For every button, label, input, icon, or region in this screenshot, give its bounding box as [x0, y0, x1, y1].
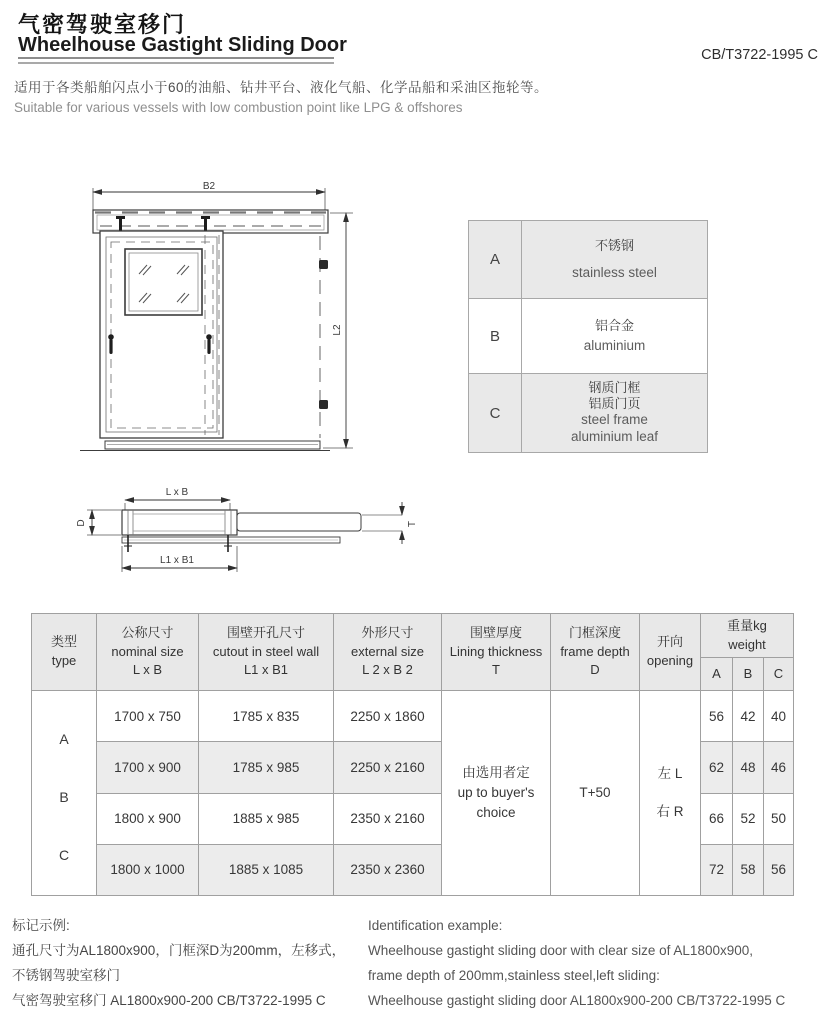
dim-label-t: T [407, 520, 418, 528]
spec-table [31, 613, 794, 896]
material-desc [522, 299, 708, 374]
material-name-en: stainless steel [572, 265, 657, 281]
material-name-cn2: 铝质门页 [588, 396, 641, 412]
header-external-cn: 外形尺寸 [361, 624, 414, 640]
header-weight-cn: 重量kg [727, 617, 767, 633]
spec-cell-external: 2250 x 1860 [334, 691, 442, 742]
header-lining-sub: T [492, 662, 500, 678]
identification-example-chinese [12, 913, 345, 1013]
description-chinese: 适用于各类船舶闪点小于60的油船、钻井平台、液化气船、化学品船和采油区拖轮等。 [14, 80, 549, 95]
spec-cell-weight-a: 62 [701, 742, 733, 793]
description-english: Suitable for various vessels with low combustion point like LPG & offshores [14, 100, 463, 115]
example-line: 不锈钢驾驶室移门 [12, 968, 120, 983]
material-name-en2: aluminium leaf [570, 429, 659, 445]
spec-cell-depth: T+50 [551, 691, 640, 896]
header-cutout-cn: 围壁开孔尺寸 [226, 624, 305, 640]
spec-cell-weight-c: 50 [764, 793, 794, 844]
material-desc [522, 374, 708, 453]
material-name-en: aluminium [583, 337, 646, 353]
spec-cell-cutout: 1885 x 985 [199, 793, 334, 844]
material-row-c [469, 374, 708, 453]
spec-cell-external: 2350 x 2160 [334, 793, 442, 844]
header-nominal-cn: 公称尺寸 [121, 624, 174, 640]
spec-header-lining [442, 614, 551, 691]
title-underline-rule [18, 57, 334, 64]
type-letter-a: A [59, 731, 69, 747]
page-title-english: Wheelhouse Gastight Sliding Door [18, 34, 347, 56]
spec-header-nominal [97, 614, 199, 691]
spec-header-weight [701, 614, 794, 658]
spec-cell-external: 2250 x 2160 [334, 742, 442, 793]
header-nominal-sub: L x B [132, 662, 163, 678]
spec-cell-nominal: 1800 x 900 [97, 793, 199, 844]
spec-cell-opening [640, 691, 701, 896]
header-lining-en: Lining thickness [449, 643, 543, 659]
material-row-a [469, 221, 708, 299]
header-depth-sub: D [590, 662, 600, 678]
header-opening-en: opening [646, 653, 694, 668]
spec-cell-weight-b: 48 [733, 742, 764, 793]
spec-header-type [32, 614, 97, 691]
example-line: 气密驾驶室移门 AL1800x900-200 CB/T3722-1995 C [12, 993, 326, 1008]
header-lining-cn: 围壁厚度 [469, 624, 522, 640]
spec-cell-weight-a: 56 [701, 691, 733, 742]
material-letter: A [469, 221, 522, 299]
spec-cell-nominal: 1700 x 900 [97, 742, 199, 793]
spec-cell-weight-c: 40 [764, 691, 794, 742]
header-type-cn: 类型 [50, 634, 77, 650]
front-view-drawing [80, 180, 370, 470]
example-line: 标记示例: [12, 918, 70, 933]
material-letter: B [469, 299, 522, 374]
header-opening-cn: 开向 [656, 634, 683, 650]
header-nominal-en: nominal size [111, 643, 184, 659]
spec-cell-nominal: 1800 x 1000 [97, 844, 199, 895]
spec-cell-weight-a: 72 [701, 844, 733, 895]
spec-cell-weight-a: 66 [701, 793, 733, 844]
header-weight-en: weight [728, 636, 766, 652]
opening-gap [640, 782, 700, 804]
header-cutout-en: cutout in steel wall [212, 643, 320, 659]
spec-cell-weight-b: 42 [733, 691, 764, 742]
spec-cell-lining [442, 691, 551, 896]
example-line: Wheelhouse gastight sliding door AL1800x900-200 CB/T3722-1995 C [368, 993, 786, 1008]
spec-type-column [32, 691, 97, 896]
header-cutout-sub: L1 x B1 [243, 662, 289, 678]
dim-label-d: D [76, 519, 87, 527]
example-line: frame depth of 200mm,stainless steel,left sliding: [368, 968, 660, 983]
spec-header-weight-c: C [764, 658, 794, 691]
example-line: 通孔尺寸为AL1800x900，门框深D为200mm，左移式， [12, 943, 346, 958]
header-depth-cn: 门框深度 [568, 624, 621, 640]
type-letter-c: C [58, 847, 70, 863]
top-view-drawing [75, 478, 425, 588]
spec-header-opening [640, 614, 701, 691]
spec-cell-nominal: 1700 x 750 [97, 691, 199, 742]
material-row-b [469, 299, 708, 374]
standard-code: CB/T3722-1995 C [701, 47, 818, 63]
spec-cell-cutout: 1785 x 835 [199, 691, 334, 742]
spec-cell-weight-b: 58 [733, 844, 764, 895]
spec-cell-cutout: 1885 x 1085 [199, 844, 334, 895]
dim-label-l2: L2 [332, 324, 343, 336]
material-table [468, 220, 708, 453]
spec-header-weight-b: B [733, 658, 764, 691]
type-letter-b: B [59, 789, 69, 805]
spec-header-cutout [199, 614, 334, 691]
dim-label-l1xb1: L1 x B1 [160, 555, 194, 566]
header-external-sub: L 2 x B 2 [362, 662, 413, 678]
opening-left: 左 L [657, 765, 683, 781]
spec-cell-weight-c: 56 [764, 844, 794, 895]
lining-choice-en: up to buyer's choice [457, 784, 535, 821]
header-external-en: external size [351, 643, 424, 659]
spec-header-weight-a: A [701, 658, 733, 691]
material-name-cn: 钢质门框 [588, 379, 641, 395]
dim-label-b2: B2 [202, 181, 216, 192]
spec-header-depth [551, 614, 640, 691]
identification-example-english [368, 913, 785, 1013]
door-window [125, 249, 202, 315]
spec-cell-weight-c: 46 [764, 742, 794, 793]
spec-cell-external: 2350 x 2360 [334, 844, 442, 895]
header-type-en: type [51, 653, 77, 668]
material-name-cn: 不锈钢 [594, 237, 634, 253]
material-desc [522, 221, 708, 299]
page-title-chinese: 气密驾驶室移门 [18, 12, 187, 37]
material-letter: C [469, 374, 522, 453]
material-name-en: steel frame [581, 412, 648, 428]
example-line: Identification example: [368, 918, 503, 933]
opening-right: 右 R [656, 804, 684, 819]
header-depth-en: frame depth [560, 643, 630, 659]
dim-label-lxb: L x B [165, 487, 189, 498]
lining-choice-cn: 由选用者定 [462, 764, 530, 780]
example-line: Wheelhouse gastight sliding door with clear size of AL1800x900, [368, 943, 753, 958]
spec-cell-weight-b: 52 [733, 793, 764, 844]
spec-cell-cutout: 1785 x 985 [199, 742, 334, 793]
spec-header-external [334, 614, 442, 691]
material-name-cn: 铝合金 [594, 318, 634, 334]
